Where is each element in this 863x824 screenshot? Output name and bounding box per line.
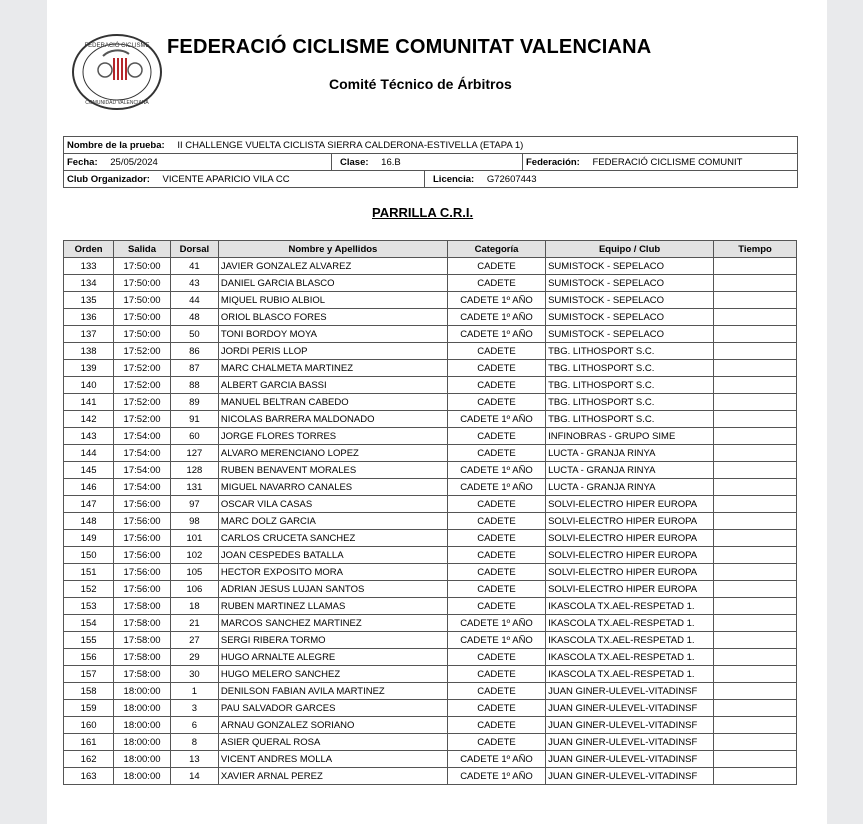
cell-orden: 155 <box>64 632 114 649</box>
cell-salida: 17:50:00 <box>114 292 171 309</box>
cell-equipo: JUAN GINER-ULEVEL-VITADINSF <box>546 751 714 768</box>
logo-top-text: FEDERACIÓ CICLISME <box>84 43 150 49</box>
cell-tiempo <box>714 683 797 700</box>
cell-equipo: SOLVI-ELECTRO HIPER EUROPA <box>546 496 714 513</box>
cell-tiempo <box>714 700 797 717</box>
cell-nombre: JAVIER GONZALEZ ALVAREZ <box>218 258 447 275</box>
cell-nombre: RUBEN MARTINEZ LLAMAS <box>218 598 447 615</box>
cell-tiempo <box>714 564 797 581</box>
cell-salida: 17:54:00 <box>114 479 171 496</box>
cell-salida: 18:00:00 <box>114 734 171 751</box>
race-name-value: II CHALLENGE VUELTA CICLISTA SIERRA CALDERONA-ESTIVELLA (ETAPA 1) <box>177 139 524 151</box>
cell-equipo: SOLVI-ELECTRO HIPER EUROPA <box>546 564 714 581</box>
cell-categoria: CADETE <box>447 530 545 547</box>
cell-orden: 148 <box>64 513 114 530</box>
table-row <box>64 309 797 326</box>
cell-dorsal: 105 <box>170 564 218 581</box>
federation-cell <box>523 154 798 171</box>
class-value: 16.B <box>381 156 401 168</box>
cell-tiempo <box>714 615 797 632</box>
cell-orden: 142 <box>64 411 114 428</box>
class-cell <box>332 154 523 171</box>
cell-dorsal: 102 <box>170 547 218 564</box>
table-row <box>64 428 797 445</box>
cell-nombre: PAU SALVADOR GARCES <box>218 700 447 717</box>
table-row <box>64 717 797 734</box>
col-header-salida: Salida <box>114 241 171 258</box>
cell-salida: 17:52:00 <box>114 360 171 377</box>
cell-dorsal: 98 <box>170 513 218 530</box>
section-title: PARRILLA C.R.I. <box>372 205 474 220</box>
table-row <box>64 649 797 666</box>
cell-salida: 17:54:00 <box>114 445 171 462</box>
cell-equipo: TBG. LITHOSPORT S.C. <box>546 394 714 411</box>
cell-equipo: IKASCOLA TX.AEL-RESPETAD 1. <box>546 632 714 649</box>
cell-dorsal: 48 <box>170 309 218 326</box>
club-label: Club Organizador: <box>67 173 150 185</box>
cell-categoria: CADETE <box>447 666 545 683</box>
cell-dorsal: 8 <box>170 734 218 751</box>
cell-tiempo <box>714 258 797 275</box>
cell-orden: 162 <box>64 751 114 768</box>
cell-dorsal: 89 <box>170 394 218 411</box>
cell-tiempo <box>714 445 797 462</box>
table-row <box>64 292 797 309</box>
cell-equipo: IKASCOLA TX.AEL-RESPETAD 1. <box>546 649 714 666</box>
cell-dorsal: 14 <box>170 768 218 785</box>
cell-tiempo <box>714 581 797 598</box>
cell-tiempo <box>714 632 797 649</box>
club-cell <box>64 171 425 188</box>
cell-tiempo <box>714 547 797 564</box>
cell-nombre: VICENT ANDRES MOLLA <box>218 751 447 768</box>
table-row <box>64 377 797 394</box>
cell-tiempo <box>714 360 797 377</box>
cell-salida: 17:50:00 <box>114 275 171 292</box>
cell-dorsal: 101 <box>170 530 218 547</box>
cell-dorsal: 3 <box>170 700 218 717</box>
cell-salida: 17:52:00 <box>114 411 171 428</box>
cell-orden: 145 <box>64 462 114 479</box>
cell-categoria: CADETE 1º AÑO <box>447 292 545 309</box>
cell-dorsal: 131 <box>170 479 218 496</box>
cell-equipo: SUMISTOCK - SEPELACO <box>546 326 714 343</box>
cell-nombre: JORDI PERIS LLOP <box>218 343 447 360</box>
cell-nombre: ARNAU GONZALEZ SORIANO <box>218 717 447 734</box>
cell-categoria: CADETE <box>447 258 545 275</box>
cell-nombre: ALBERT GARCIA BASSI <box>218 377 447 394</box>
cell-dorsal: 128 <box>170 462 218 479</box>
cell-tiempo <box>714 649 797 666</box>
cell-categoria: CADETE <box>447 275 545 292</box>
cell-categoria: CADETE <box>447 581 545 598</box>
cell-salida: 18:00:00 <box>114 751 171 768</box>
cell-nombre: ASIER QUERAL ROSA <box>218 734 447 751</box>
cell-salida: 17:58:00 <box>114 632 171 649</box>
cell-categoria: CADETE <box>447 343 545 360</box>
table-row <box>64 479 797 496</box>
table-row <box>64 768 797 785</box>
table-row <box>64 632 797 649</box>
cell-categoria: CADETE <box>447 360 545 377</box>
cell-orden: 156 <box>64 649 114 666</box>
cell-equipo: JUAN GINER-ULEVEL-VITADINSF <box>546 700 714 717</box>
cell-equipo: SOLVI-ELECTRO HIPER EUROPA <box>546 513 714 530</box>
cell-nombre: MARCOS SANCHEZ MARTINEZ <box>218 615 447 632</box>
cell-orden: 160 <box>64 717 114 734</box>
cell-orden: 139 <box>64 360 114 377</box>
table-row <box>64 411 797 428</box>
table-row <box>64 530 797 547</box>
cell-dorsal: 29 <box>170 649 218 666</box>
cell-categoria: CADETE 1º AÑO <box>447 411 545 428</box>
cell-nombre: DENILSON FABIAN AVILA MARTINEZ <box>218 683 447 700</box>
cell-dorsal: 27 <box>170 632 218 649</box>
cell-tiempo <box>714 428 797 445</box>
cell-orden: 135 <box>64 292 114 309</box>
cell-salida: 17:58:00 <box>114 615 171 632</box>
cell-orden: 152 <box>64 581 114 598</box>
table-row <box>64 734 797 751</box>
cell-categoria: CADETE <box>447 700 545 717</box>
start-list-table <box>63 240 797 785</box>
cell-equipo: SUMISTOCK - SEPELACO <box>546 275 714 292</box>
table-row <box>64 343 797 360</box>
col-header-nombre: Nombre y Apellidos <box>218 241 447 258</box>
cell-salida: 17:54:00 <box>114 462 171 479</box>
cell-categoria: CADETE 1º AÑO <box>447 768 545 785</box>
cell-equipo: INFINOBRAS - GRUPO SIME <box>546 428 714 445</box>
table-row <box>64 564 797 581</box>
cell-dorsal: 50 <box>170 326 218 343</box>
cell-categoria: CADETE <box>447 717 545 734</box>
cell-equipo: TBG. LITHOSPORT S.C. <box>546 360 714 377</box>
cell-salida: 17:56:00 <box>114 547 171 564</box>
cell-equipo: JUAN GINER-ULEVEL-VITADINSF <box>546 717 714 734</box>
cell-salida: 17:56:00 <box>114 513 171 530</box>
cell-tiempo <box>714 479 797 496</box>
cell-categoria: CADETE <box>447 394 545 411</box>
cell-dorsal: 60 <box>170 428 218 445</box>
table-row <box>64 496 797 513</box>
col-header-tiempo: Tiempo <box>714 241 797 258</box>
table-row <box>64 598 797 615</box>
cell-tiempo <box>714 343 797 360</box>
cell-salida: 18:00:00 <box>114 683 171 700</box>
cell-orden: 140 <box>64 377 114 394</box>
cell-categoria: CADETE <box>447 428 545 445</box>
cell-nombre: OSCAR VILA CASAS <box>218 496 447 513</box>
cell-nombre: JOAN CESPEDES BATALLA <box>218 547 447 564</box>
cell-salida: 17:54:00 <box>114 428 171 445</box>
logo-bottom-text: COMUNIDAD VALENCIANA <box>85 100 149 106</box>
cell-salida: 18:00:00 <box>114 700 171 717</box>
cell-categoria: CADETE 1º AÑO <box>447 479 545 496</box>
license-label: Licencia: <box>433 173 475 185</box>
cell-salida: 17:52:00 <box>114 394 171 411</box>
cell-salida: 17:56:00 <box>114 496 171 513</box>
cell-tiempo <box>714 598 797 615</box>
table-row <box>64 615 797 632</box>
cell-equipo: TBG. LITHOSPORT S.C. <box>546 343 714 360</box>
cell-nombre: XAVIER ARNAL PEREZ <box>218 768 447 785</box>
cell-categoria: CADETE <box>447 734 545 751</box>
cell-dorsal: 18 <box>170 598 218 615</box>
cell-equipo: LUCTA - GRANJA RINYA <box>546 445 714 462</box>
col-header-dorsal: Dorsal <box>170 241 218 258</box>
cell-nombre: RUBEN BENAVENT MORALES <box>218 462 447 479</box>
cell-salida: 17:52:00 <box>114 377 171 394</box>
class-label: Clase: <box>340 156 369 168</box>
cell-salida: 17:58:00 <box>114 598 171 615</box>
cell-dorsal: 44 <box>170 292 218 309</box>
cell-dorsal: 88 <box>170 377 218 394</box>
cell-orden: 146 <box>64 479 114 496</box>
cell-equipo: SOLVI-ELECTRO HIPER EUROPA <box>546 547 714 564</box>
cell-dorsal: 13 <box>170 751 218 768</box>
cell-orden: 161 <box>64 734 114 751</box>
table-row <box>64 275 797 292</box>
cell-orden: 153 <box>64 598 114 615</box>
cell-nombre: MARC CHALMETA MARTINEZ <box>218 360 447 377</box>
cell-salida: 18:00:00 <box>114 717 171 734</box>
cell-orden: 144 <box>64 445 114 462</box>
cell-categoria: CADETE 1º AÑO <box>447 309 545 326</box>
cell-tiempo <box>714 411 797 428</box>
cell-salida: 17:56:00 <box>114 530 171 547</box>
cell-tiempo <box>714 666 797 683</box>
cell-equipo: SUMISTOCK - SEPELACO <box>546 309 714 326</box>
document-page <box>47 0 827 824</box>
cell-orden: 149 <box>64 530 114 547</box>
cell-equipo: SOLVI-ELECTRO HIPER EUROPA <box>546 530 714 547</box>
cell-categoria: CADETE 1º AÑO <box>447 751 545 768</box>
table-row <box>64 700 797 717</box>
cell-categoria: CADETE <box>447 649 545 666</box>
cell-salida: 17:56:00 <box>114 564 171 581</box>
table-header-row <box>64 241 797 258</box>
table-row <box>64 394 797 411</box>
date-cell <box>64 154 332 171</box>
cell-salida: 17:52:00 <box>114 343 171 360</box>
cell-orden: 147 <box>64 496 114 513</box>
cell-salida: 17:58:00 <box>114 649 171 666</box>
cell-orden: 141 <box>64 394 114 411</box>
cell-tiempo <box>714 394 797 411</box>
cell-dorsal: 41 <box>170 258 218 275</box>
cell-categoria: CADETE <box>447 513 545 530</box>
cell-equipo: SUMISTOCK - SEPELACO <box>546 258 714 275</box>
table-row <box>64 360 797 377</box>
race-name-cell <box>64 137 798 154</box>
cell-nombre: NICOLAS BARRERA MALDONADO <box>218 411 447 428</box>
cell-equipo: SUMISTOCK - SEPELACO <box>546 292 714 309</box>
cell-orden: 143 <box>64 428 114 445</box>
cell-equipo: JUAN GINER-ULEVEL-VITADINSF <box>546 768 714 785</box>
federation-logo <box>71 33 167 111</box>
cell-nombre: MANUEL BELTRAN CABEDO <box>218 394 447 411</box>
cell-equipo: IKASCOLA TX.AEL-RESPETAD 1. <box>546 666 714 683</box>
cell-orden: 136 <box>64 309 114 326</box>
cell-equipo: TBG. LITHOSPORT S.C. <box>546 377 714 394</box>
cell-tiempo <box>714 275 797 292</box>
cell-equipo: SOLVI-ELECTRO HIPER EUROPA <box>546 581 714 598</box>
race-name-label: Nombre de la prueba: <box>67 139 165 151</box>
cell-dorsal: 1 <box>170 683 218 700</box>
cell-nombre: HECTOR EXPOSITO MORA <box>218 564 447 581</box>
cell-categoria: CADETE <box>447 496 545 513</box>
cell-equipo: TBG. LITHOSPORT S.C. <box>546 411 714 428</box>
table-row <box>64 258 797 275</box>
table-row <box>64 751 797 768</box>
cell-dorsal: 43 <box>170 275 218 292</box>
cell-tiempo <box>714 734 797 751</box>
federation-value: FEDERACIÓ CICLISME COMUNIT <box>592 156 743 168</box>
cell-tiempo <box>714 530 797 547</box>
race-info-table <box>63 136 798 188</box>
cell-categoria: CADETE <box>447 598 545 615</box>
table-row <box>64 547 797 564</box>
date-label: Fecha: <box>67 156 98 168</box>
license-cell <box>425 171 798 188</box>
table-row <box>64 666 797 683</box>
cell-equipo: LUCTA - GRANJA RINYA <box>546 462 714 479</box>
cell-tiempo <box>714 717 797 734</box>
cell-salida: 17:56:00 <box>114 581 171 598</box>
cell-tiempo <box>714 377 797 394</box>
cell-categoria: CADETE 1º AÑO <box>447 326 545 343</box>
club-value: VICENTE APARICIO VILA CC <box>162 173 290 185</box>
cell-nombre: MIQUEL RUBIO ALBIOL <box>218 292 447 309</box>
cell-dorsal: 87 <box>170 360 218 377</box>
cell-orden: 151 <box>64 564 114 581</box>
cell-dorsal: 6 <box>170 717 218 734</box>
cell-salida: 18:00:00 <box>114 768 171 785</box>
cell-orden: 134 <box>64 275 114 292</box>
cell-tiempo <box>714 496 797 513</box>
table-row <box>64 326 797 343</box>
cell-nombre: MARC DOLZ GARCIA <box>218 513 447 530</box>
cell-tiempo <box>714 462 797 479</box>
cell-nombre: MIGUEL NAVARRO CANALES <box>218 479 447 496</box>
cell-categoria: CADETE <box>447 445 545 462</box>
cell-dorsal: 127 <box>170 445 218 462</box>
cell-tiempo <box>714 326 797 343</box>
table-row <box>64 445 797 462</box>
cell-equipo: JUAN GINER-ULEVEL-VITADINSF <box>546 734 714 751</box>
cell-dorsal: 21 <box>170 615 218 632</box>
table-row <box>64 462 797 479</box>
cell-categoria: CADETE 1º AÑO <box>447 462 545 479</box>
cell-orden: 158 <box>64 683 114 700</box>
cell-nombre: HUGO MELERO SANCHEZ <box>218 666 447 683</box>
cell-nombre: CARLOS CRUCETA SANCHEZ <box>218 530 447 547</box>
cell-orden: 163 <box>64 768 114 785</box>
table-row <box>64 513 797 530</box>
cell-categoria: CADETE 1º AÑO <box>447 632 545 649</box>
cell-nombre: ORIOL BLASCO FORES <box>218 309 447 326</box>
date-value: 25/05/2024 <box>110 156 158 168</box>
cell-nombre: ADRIAN JESUS LUJAN SANTOS <box>218 581 447 598</box>
cell-tiempo <box>714 751 797 768</box>
cell-nombre: TONI BORDOY MOYA <box>218 326 447 343</box>
page-subtitle: Comité Técnico de Árbitros <box>329 76 512 92</box>
cell-salida: 17:58:00 <box>114 666 171 683</box>
cell-categoria: CADETE <box>447 547 545 564</box>
table-row <box>64 683 797 700</box>
col-header-equipo: Equipo / Club <box>546 241 714 258</box>
cell-salida: 17:50:00 <box>114 326 171 343</box>
cell-orden: 157 <box>64 666 114 683</box>
table-row <box>64 581 797 598</box>
cell-orden: 137 <box>64 326 114 343</box>
cell-nombre: JORGE FLORES TORRES <box>218 428 447 445</box>
page-title: FEDERACIÓ CICLISME COMUNITAT VALENCIANA <box>167 36 652 58</box>
cell-equipo: IKASCOLA TX.AEL-RESPETAD 1. <box>546 615 714 632</box>
cell-tiempo <box>714 513 797 530</box>
cell-categoria: CADETE <box>447 564 545 581</box>
cell-orden: 159 <box>64 700 114 717</box>
cell-orden: 133 <box>64 258 114 275</box>
cell-dorsal: 97 <box>170 496 218 513</box>
federation-label: Federación: <box>526 156 580 168</box>
cell-categoria: CADETE <box>447 683 545 700</box>
cell-nombre: SERGI RIBERA TORMO <box>218 632 447 649</box>
license-value: G72607443 <box>486 173 537 185</box>
cell-salida: 17:50:00 <box>114 309 171 326</box>
cell-orden: 154 <box>64 615 114 632</box>
cell-equipo: JUAN GINER-ULEVEL-VITADINSF <box>546 683 714 700</box>
cell-nombre: HUGO ARNALTE ALEGRE <box>218 649 447 666</box>
cell-salida: 17:50:00 <box>114 258 171 275</box>
cell-tiempo <box>714 292 797 309</box>
cell-categoria: CADETE 1º AÑO <box>447 615 545 632</box>
cell-equipo: IKASCOLA TX.AEL-RESPETAD 1. <box>546 598 714 615</box>
cell-orden: 150 <box>64 547 114 564</box>
cell-equipo: LUCTA - GRANJA RINYA <box>546 479 714 496</box>
cell-dorsal: 91 <box>170 411 218 428</box>
cell-categoria: CADETE <box>447 377 545 394</box>
cell-nombre: ALVARO MERENCIANO LOPEZ <box>218 445 447 462</box>
cell-dorsal: 106 <box>170 581 218 598</box>
cell-nombre: DANIEL GARCIA BLASCO <box>218 275 447 292</box>
cell-orden: 138 <box>64 343 114 360</box>
cell-dorsal: 30 <box>170 666 218 683</box>
cell-dorsal: 86 <box>170 343 218 360</box>
col-header-orden: Orden <box>64 241 114 258</box>
cell-tiempo <box>714 309 797 326</box>
col-header-categoria: Categoría <box>447 241 545 258</box>
cell-tiempo <box>714 768 797 785</box>
